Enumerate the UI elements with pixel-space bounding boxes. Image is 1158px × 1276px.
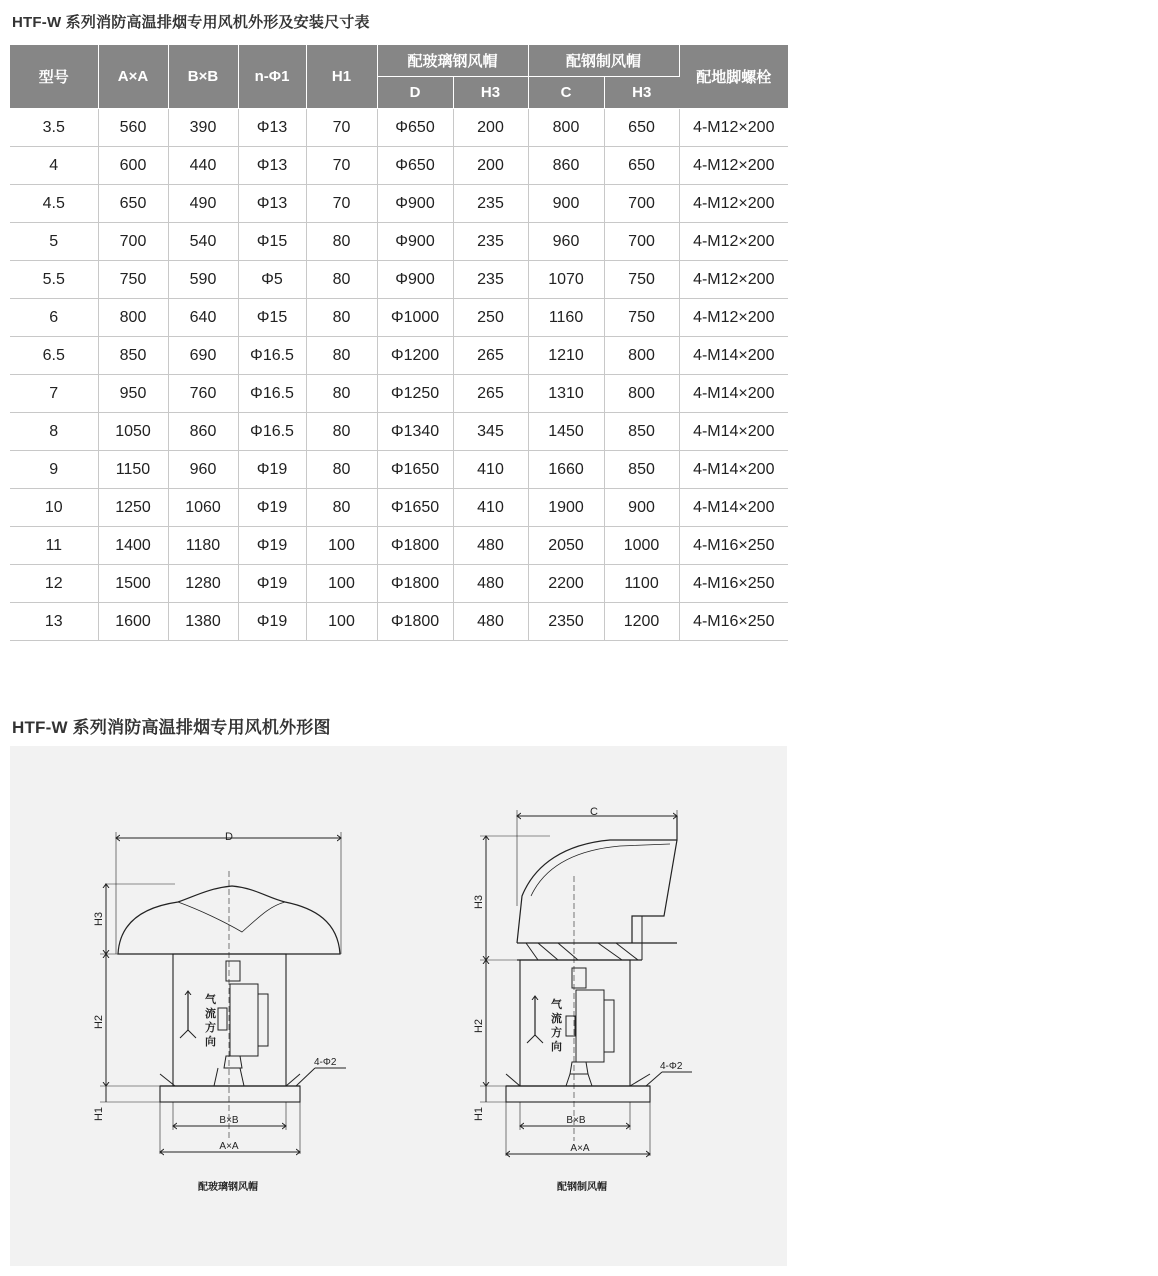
table-row xyxy=(10,185,788,223)
header-model: 型号 xyxy=(10,45,98,109)
table-row xyxy=(10,337,788,375)
cell-h3-steel: 800 xyxy=(604,337,679,375)
table-row xyxy=(10,413,788,451)
header-n-phi1: n-Φ1 xyxy=(238,45,306,109)
header-d: D xyxy=(377,77,453,109)
label-h3-steel: H3 xyxy=(473,894,485,910)
cell-c: 2350 xyxy=(528,603,604,641)
cell-axa: 1600 xyxy=(98,603,168,641)
table-row xyxy=(10,565,788,603)
airflow-label-1: 气 xyxy=(205,994,216,1006)
cell-bxb: 760 xyxy=(168,375,238,413)
cell-d: Φ1200 xyxy=(377,337,453,375)
label-axa: A×A xyxy=(219,1141,239,1152)
header-bolt: 配地脚螺栓 xyxy=(679,45,788,109)
diagram-panel xyxy=(10,746,787,1266)
cell-h3-steel: 900 xyxy=(604,489,679,527)
cell-h1: 80 xyxy=(306,223,377,261)
cell-h3-steel: 650 xyxy=(604,147,679,185)
cell-h3-steel: 850 xyxy=(604,451,679,489)
cell-model: 4 xyxy=(10,147,98,185)
cell-c: 2050 xyxy=(528,527,604,565)
spec-table xyxy=(10,45,788,641)
cell-axa: 1150 xyxy=(98,451,168,489)
cell-h3-frp: 200 xyxy=(453,109,528,147)
cell-axa: 1400 xyxy=(98,527,168,565)
cell-h3-frp: 345 xyxy=(453,413,528,451)
cell-h3-steel: 850 xyxy=(604,413,679,451)
cell-bxb: 1280 xyxy=(168,565,238,603)
cell-n-phi1: Φ13 xyxy=(238,109,306,147)
cell-c: 1160 xyxy=(528,299,604,337)
cell-h1: 70 xyxy=(306,147,377,185)
label-d: D xyxy=(225,831,233,843)
table-row xyxy=(10,489,788,527)
cell-h1: 70 xyxy=(306,185,377,223)
table-row xyxy=(10,451,788,489)
cell-c: 1660 xyxy=(528,451,604,489)
cell-n-phi1: Φ15 xyxy=(238,299,306,337)
cell-n-phi1: Φ19 xyxy=(238,565,306,603)
cell-h1: 100 xyxy=(306,565,377,603)
cell-c: 1210 xyxy=(528,337,604,375)
caption-steel-cap: 配钢制风帽 xyxy=(557,1182,607,1193)
table-row xyxy=(10,299,788,337)
header-h1: H1 xyxy=(306,45,377,109)
airflow-steel-label-3: 方 xyxy=(551,1027,562,1039)
cell-axa: 800 xyxy=(98,299,168,337)
table-row xyxy=(10,603,788,641)
cell-n-phi1: Φ5 xyxy=(238,261,306,299)
cell-bolt: 4-M12×200 xyxy=(679,185,788,223)
cell-model: 6.5 xyxy=(10,337,98,375)
cell-bxb: 690 xyxy=(168,337,238,375)
cell-d: Φ900 xyxy=(377,261,453,299)
header-frp-cap: 配玻璃钢风帽 xyxy=(377,45,528,77)
cell-d: Φ1340 xyxy=(377,413,453,451)
fan-outline-drawings xyxy=(10,746,787,1266)
cell-c: 860 xyxy=(528,147,604,185)
cell-h3-frp: 235 xyxy=(453,261,528,299)
cell-bolt: 4-M12×200 xyxy=(679,109,788,147)
cell-h1: 80 xyxy=(306,451,377,489)
cell-h3-frp: 235 xyxy=(453,185,528,223)
cell-h1: 80 xyxy=(306,337,377,375)
cell-model: 13 xyxy=(10,603,98,641)
cell-model: 7 xyxy=(10,375,98,413)
cell-axa: 750 xyxy=(98,261,168,299)
cell-d: Φ1250 xyxy=(377,375,453,413)
cell-bxb: 590 xyxy=(168,261,238,299)
cell-bolt: 4-M12×200 xyxy=(679,223,788,261)
cell-axa: 1050 xyxy=(98,413,168,451)
cell-h1: 80 xyxy=(306,413,377,451)
cell-n-phi1: Φ16.5 xyxy=(238,337,306,375)
airflow-steel-label-4: 向 xyxy=(551,1041,562,1053)
airflow-label-3: 方 xyxy=(205,1022,216,1034)
airflow-label-2: 流 xyxy=(205,1008,216,1020)
cell-model: 5 xyxy=(10,223,98,261)
cell-h3-steel: 1000 xyxy=(604,527,679,565)
table-row xyxy=(10,527,788,565)
table-row xyxy=(10,261,788,299)
cell-bxb: 390 xyxy=(168,109,238,147)
cell-c: 1900 xyxy=(528,489,604,527)
cell-n-phi1: Φ16.5 xyxy=(238,375,306,413)
airflow-steel-label-2: 流 xyxy=(551,1013,562,1025)
table-row xyxy=(10,375,788,413)
table-row xyxy=(10,109,788,147)
cell-axa: 950 xyxy=(98,375,168,413)
cell-bolt: 4-M12×200 xyxy=(679,299,788,337)
cell-bxb: 1180 xyxy=(168,527,238,565)
cell-h3-steel: 700 xyxy=(604,185,679,223)
diagram-title: HTF-W 系列消防高温排烟专用风机外形图 xyxy=(12,718,331,737)
cell-h3-frp: 480 xyxy=(453,527,528,565)
label-bxb: B×B xyxy=(219,1115,239,1126)
cell-bxb: 490 xyxy=(168,185,238,223)
label-h3: H3 xyxy=(93,911,105,927)
cell-axa: 650 xyxy=(98,185,168,223)
cell-c: 1310 xyxy=(528,375,604,413)
cell-bolt: 4-M16×250 xyxy=(679,527,788,565)
cell-axa: 1500 xyxy=(98,565,168,603)
cell-c: 1070 xyxy=(528,261,604,299)
cell-d: Φ1650 xyxy=(377,451,453,489)
cell-model: 8 xyxy=(10,413,98,451)
cell-c: 800 xyxy=(528,109,604,147)
cell-h3-frp: 480 xyxy=(453,565,528,603)
cell-d: Φ1800 xyxy=(377,603,453,641)
cell-bolt: 4-M16×250 xyxy=(679,603,788,641)
cell-bolt: 4-M12×200 xyxy=(679,261,788,299)
cell-h3-steel: 750 xyxy=(604,299,679,337)
cell-bolt: 4-M14×200 xyxy=(679,489,788,527)
label-h1-steel: H1 xyxy=(473,1106,485,1122)
cell-bxb: 640 xyxy=(168,299,238,337)
label-axa-steel: A×A xyxy=(570,1143,590,1154)
cell-h3-steel: 1100 xyxy=(604,565,679,603)
cell-axa: 850 xyxy=(98,337,168,375)
cell-model: 12 xyxy=(10,565,98,603)
cell-h3-steel: 800 xyxy=(604,375,679,413)
cell-bxb: 860 xyxy=(168,413,238,451)
label-h1: H1 xyxy=(93,1106,105,1122)
cell-h3-frp: 265 xyxy=(453,337,528,375)
cell-h3-steel: 750 xyxy=(604,261,679,299)
cell-bolt: 4-M14×200 xyxy=(679,451,788,489)
steel-cap-labels xyxy=(473,806,683,1193)
airflow-steel-label-1: 气 xyxy=(551,999,562,1011)
cell-axa: 600 xyxy=(98,147,168,185)
cell-d: Φ650 xyxy=(377,147,453,185)
cell-model: 10 xyxy=(10,489,98,527)
cell-n-phi1: Φ16.5 xyxy=(238,413,306,451)
cell-axa: 700 xyxy=(98,223,168,261)
cell-h1: 100 xyxy=(306,527,377,565)
airflow-label-4: 向 xyxy=(205,1036,216,1048)
label-hole-steel: 4-Φ2 xyxy=(660,1061,683,1072)
cell-bxb: 440 xyxy=(168,147,238,185)
cell-h1: 80 xyxy=(306,489,377,527)
cell-n-phi1: Φ13 xyxy=(238,185,306,223)
cell-h1: 80 xyxy=(306,299,377,337)
label-c: C xyxy=(590,806,598,818)
cell-h3-frp: 480 xyxy=(453,603,528,641)
steel-cap-drawing xyxy=(480,810,692,1156)
cell-c: 900 xyxy=(528,185,604,223)
cell-bxb: 1380 xyxy=(168,603,238,641)
cell-bxb: 960 xyxy=(168,451,238,489)
header-axa: A×A xyxy=(98,45,168,109)
cell-bolt: 4-M14×200 xyxy=(679,337,788,375)
cell-c: 2200 xyxy=(528,565,604,603)
cell-n-phi1: Φ19 xyxy=(238,489,306,527)
cell-n-phi1: Φ13 xyxy=(238,147,306,185)
spec-table-body xyxy=(10,109,788,641)
cell-n-phi1: Φ19 xyxy=(238,527,306,565)
frp-cap-drawing xyxy=(100,832,346,1154)
cell-n-phi1: Φ19 xyxy=(238,451,306,489)
cell-h3-steel: 650 xyxy=(604,109,679,147)
header-bxb: B×B xyxy=(168,45,238,109)
cell-model: 5.5 xyxy=(10,261,98,299)
cell-axa: 1250 xyxy=(98,489,168,527)
cell-d: Φ1800 xyxy=(377,565,453,603)
cell-d: Φ900 xyxy=(377,223,453,261)
cell-model: 11 xyxy=(10,527,98,565)
cell-bxb: 540 xyxy=(168,223,238,261)
label-h2: H2 xyxy=(93,1014,105,1030)
cell-n-phi1: Φ15 xyxy=(238,223,306,261)
cell-h1: 80 xyxy=(306,375,377,413)
header-steel-cap: 配钢制风帽 xyxy=(528,45,679,77)
cell-model: 4.5 xyxy=(10,185,98,223)
table-title: HTF-W 系列消防高温排烟专用风机外形及安装尺寸表 xyxy=(12,14,370,31)
cell-d: Φ1650 xyxy=(377,489,453,527)
cell-bolt: 4-M14×200 xyxy=(679,413,788,451)
cell-model: 3.5 xyxy=(10,109,98,147)
cell-bolt: 4-M14×200 xyxy=(679,375,788,413)
cell-h3-steel: 1200 xyxy=(604,603,679,641)
header-h3-frp: H3 xyxy=(453,77,528,109)
cell-h3-frp: 410 xyxy=(453,451,528,489)
cell-h1: 80 xyxy=(306,261,377,299)
cell-h3-steel: 700 xyxy=(604,223,679,261)
cell-bolt: 4-M12×200 xyxy=(679,147,788,185)
cell-h3-frp: 235 xyxy=(453,223,528,261)
label-hole: 4-Φ2 xyxy=(314,1057,337,1068)
cell-d: Φ1800 xyxy=(377,527,453,565)
cell-h3-frp: 200 xyxy=(453,147,528,185)
cell-bxb: 1060 xyxy=(168,489,238,527)
cell-c: 960 xyxy=(528,223,604,261)
table-row xyxy=(10,223,788,261)
cell-axa: 560 xyxy=(98,109,168,147)
caption-frp-cap: 配玻璃钢风帽 xyxy=(198,1182,258,1193)
cell-c: 1450 xyxy=(528,413,604,451)
header-h3-steel: H3 xyxy=(604,77,679,109)
cell-d: Φ900 xyxy=(377,185,453,223)
cell-h1: 100 xyxy=(306,603,377,641)
table-row xyxy=(10,147,788,185)
cell-model: 9 xyxy=(10,451,98,489)
header-c: C xyxy=(528,77,604,109)
cell-d: Φ650 xyxy=(377,109,453,147)
cell-h3-frp: 410 xyxy=(453,489,528,527)
cell-h1: 70 xyxy=(306,109,377,147)
cell-model: 6 xyxy=(10,299,98,337)
cell-n-phi1: Φ19 xyxy=(238,603,306,641)
cell-h3-frp: 250 xyxy=(453,299,528,337)
label-h2-steel: H2 xyxy=(473,1018,485,1034)
label-bxb-steel: B×B xyxy=(566,1115,586,1126)
cell-bolt: 4-M16×250 xyxy=(679,565,788,603)
cell-h3-frp: 265 xyxy=(453,375,528,413)
cell-d: Φ1000 xyxy=(377,299,453,337)
